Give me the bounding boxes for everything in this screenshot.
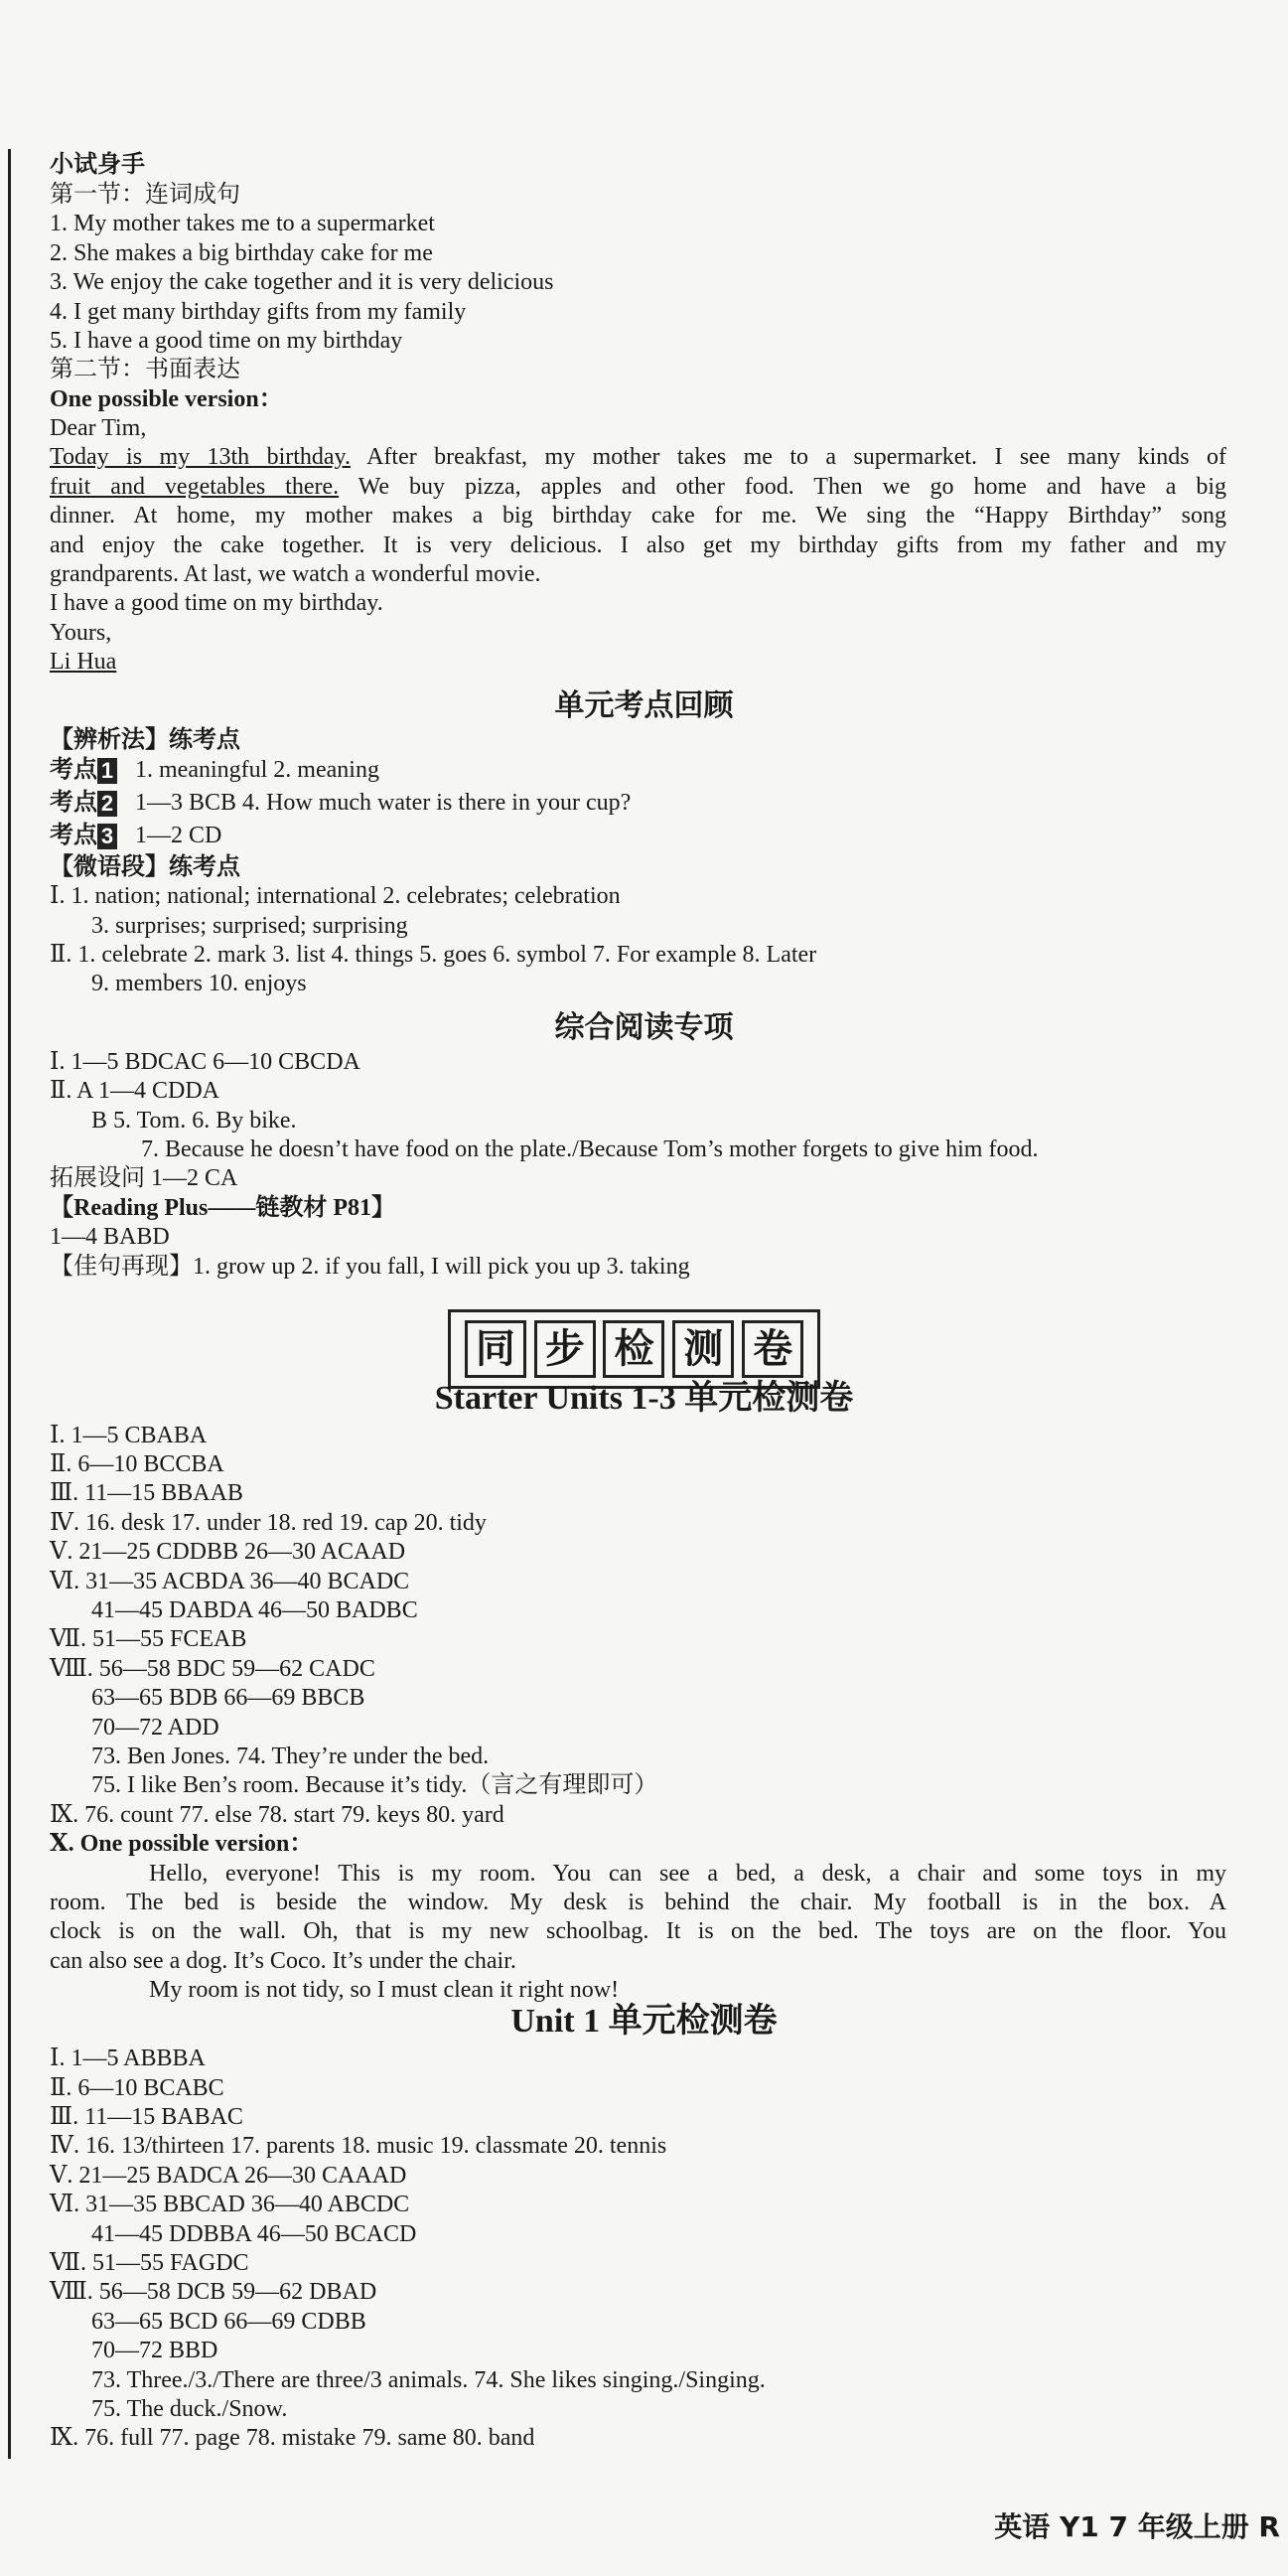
subsection-heading: 第一节：连词成句 [50, 182, 240, 208]
answer-line: Ⅳ. 16. 13/thirteen 17. parents 18. music 19. classmate 20. tennis [50, 2133, 667, 2159]
letter-line: grandparents. At last, we watch a wonderful movie. [50, 561, 541, 587]
kaodian-line [50, 788, 631, 818]
answer-line: Ⅱ. 1. celebrate 2. mark 3. list 4. things 5. goes 6. symbol 7. For example 8. Later [50, 942, 817, 968]
review-subheading: 【辨析法】练考点 [50, 727, 240, 753]
page-footer: 英语 Y1 7 年级上册 R [994, 2510, 1280, 2543]
underlined-phrase: Today is my 13th birthday. [50, 444, 351, 470]
answer-line: Ⅱ. 6—10 BCCBA [50, 1451, 224, 1477]
review-subheading: 【微语段】练考点 [50, 854, 240, 880]
banner-char: 步 [534, 1320, 596, 1378]
answer-line: 73. Three./3./There are three/3 animals. 74. She likes singing./Singing. [91, 2367, 766, 2393]
answer-line: Ⅱ. A 1—4 CDDA [50, 1078, 219, 1104]
answer-line: 75. I like Ben’s room. Because it’s tidy.（言之有理即可） [91, 1772, 658, 1798]
letter-greeting: Dear Tim, [50, 415, 147, 441]
left-margin-rule [8, 149, 11, 2459]
answer-line: Ⅴ. 21—25 CDDBB 26—30 ACAAD [50, 1539, 406, 1565]
answer-line: 5. I have a good time on my birthday [50, 328, 403, 354]
answer-line: B 5. Tom. 6. By bike. [91, 1108, 297, 1134]
kaodian-label: 考点 [50, 757, 97, 783]
kaodian-number-badge: 2 [97, 791, 117, 817]
answer-line: Ⅷ. 56—58 BDC 59—62 CADC [50, 1656, 375, 1682]
subsection-heading: 第二节：书面表达 [50, 357, 240, 382]
essay-line: can also see a dog. It’s Coco. It’s under the chair. [50, 1948, 516, 1974]
answer-line: Ⅰ. 1. nation; national; international 2. celebrates; celebration [50, 883, 621, 909]
possible-version-label: Ⅹ. One possible version： [50, 1831, 314, 1857]
answer-line: Ⅵ. 31—35 ACBDA 36—40 BCADC [50, 1569, 410, 1594]
letter-signature: Li Hua [50, 649, 117, 675]
letter-line [50, 442, 1226, 472]
letter-text: We buy pizza, apples and other food. Then we go home and have a big [339, 474, 1226, 500]
letter-closing: Yours, [50, 620, 112, 646]
letter-line: dinner. At home, my mother makes a big birthday cake for me. We sing the “Happy Birthday” song [50, 503, 1226, 529]
essay-line: Hello, everyone! This is my room. You can see a bed, a desk, a chair and some toys in my [149, 1861, 1226, 1887]
answer-line: 73. Ben Jones. 74. They’re under the bed. [91, 1743, 490, 1769]
answer-line: 1—4 BABD [50, 1224, 170, 1250]
answer-line: 63—65 BDB 66—69 BBCB [91, 1685, 365, 1711]
kaodian-line [50, 821, 221, 850]
kaodian-answer: 1. meaningful 2. meaning [135, 757, 379, 783]
unit1-test-title: Unit 1 单元检测卷 [510, 2003, 778, 2040]
kaodian-answer: 1—3 BCB 4. How much water is there in your cup? [135, 790, 632, 816]
starter-test-title: Starter Units 1-3 单元检测卷 [434, 1380, 854, 1417]
banner-char: 同 [465, 1320, 526, 1378]
section-banner [448, 1309, 820, 1389]
answer-line: Ⅸ. 76. full 77. page 78. mistake 79. same 80. band [50, 2425, 535, 2451]
answer-line: Ⅷ. 56—58 DCB 59—62 DBAD [50, 2279, 377, 2305]
answer-line: Ⅵ. 31—35 BBCAD 36—40 ABCDC [50, 2192, 410, 2217]
reading-plus-heading: 【Reading Plus——链教材 P81】 [50, 1195, 396, 1221]
section-heading: 小试身手 [50, 152, 145, 178]
essay-line: clock is on the wall. Oh, that is my new schoolbag. It is on the bed. The toys are on the floor. You [50, 1918, 1226, 1944]
answer-line: 7. Because he doesn’t have food on the plate./Because Tom’s mother forgets to give him food. [141, 1136, 1039, 1162]
answer-line: 1. My mother takes me to a supermarket [50, 211, 435, 236]
answer-line: 4. I get many birthday gifts from my family [50, 299, 467, 325]
letter-line: and enjoy the cake together. It is very delicious. I also get my birthday gifts from my father and my [50, 532, 1226, 558]
answer-line: 拓展设问 1—2 CA [50, 1165, 238, 1191]
underlined-phrase: fruit and vegetables there. [50, 474, 340, 500]
answer-line: 63—65 BCD 66—69 CDBB [91, 2309, 366, 2335]
banner-char: 卷 [742, 1320, 803, 1378]
answer-line: 41—45 DABDA 46—50 BADBC [91, 1597, 418, 1623]
essay-line: room. The bed is beside the window. My desk is behind the chair. My football is in the box. A [50, 1890, 1226, 1915]
answer-line: Ⅳ. 16. desk 17. under 18. red 19. cap 20. tidy [50, 1510, 487, 1536]
answer-line: Ⅱ. 6—10 BCABC [50, 2075, 224, 2101]
kaodian-label: 考点 [50, 823, 97, 848]
answer-line: 3. surprises; surprised; surprising [91, 913, 408, 939]
answer-line: 70—72 BBD [91, 2338, 218, 2363]
banner-char: 测 [672, 1320, 734, 1378]
answer-line: Ⅲ. 11—15 BABAC [50, 2104, 243, 2130]
answer-line: 70—72 ADD [91, 1715, 219, 1741]
essay-line: My room is not tidy, so I must clean it right now! [149, 1977, 620, 2003]
kaodian-label: 考点 [50, 790, 97, 816]
answer-line: 9. members 10. enjoys [91, 971, 307, 996]
letter-line: I have a good time on my birthday. [50, 590, 383, 616]
banner-char: 检 [603, 1320, 664, 1378]
answer-line: Ⅶ. 51—55 FCEAB [50, 1626, 247, 1652]
kaodian-answer: 1—2 CD [135, 823, 222, 848]
answer-line: Ⅸ. 76. count 77. else 78. start 79. keys 80. yard [50, 1802, 504, 1828]
letter-line [50, 472, 1226, 502]
letter-text: After breakfast, my mother takes me to a supermarket. I see many kinds of [351, 444, 1227, 470]
review-title: 单元考点回顾 [554, 689, 734, 722]
answer-line: 2. She makes a big birthday cake for me [50, 240, 433, 266]
answer-line: Ⅰ. 1—5 CBABA [50, 1423, 208, 1448]
answer-line: 3. We enjoy the cake together and it is very delicious [50, 269, 554, 295]
answer-line: 41—45 DDBBA 46—50 BCACD [91, 2221, 417, 2247]
answer-line: Ⅶ. 51—55 FAGDC [50, 2250, 249, 2276]
answer-line: Ⅴ. 21—25 BADCA 26—30 CAAAD [50, 2163, 407, 2189]
kaodian-number-badge: 3 [97, 824, 117, 849]
kaodian-number-badge: 1 [97, 758, 117, 784]
possible-version-label: One possible version： [50, 386, 283, 412]
answer-line: Ⅰ. 1—5 ABBBA [50, 2046, 206, 2071]
answer-line: 75. The duck./Snow. [91, 2396, 288, 2422]
kaodian-line [50, 755, 379, 785]
reading-title: 综合阅读专项 [554, 1011, 734, 1044]
answer-line: Ⅰ. 1—5 BDCAC 6—10 CBCDA [50, 1049, 360, 1075]
answer-line: 【佳句再现】1. grow up 2. if you fall, I will pick you up 3. taking [50, 1254, 690, 1280]
answer-line: Ⅲ. 11—15 BBAAB [50, 1480, 243, 1506]
